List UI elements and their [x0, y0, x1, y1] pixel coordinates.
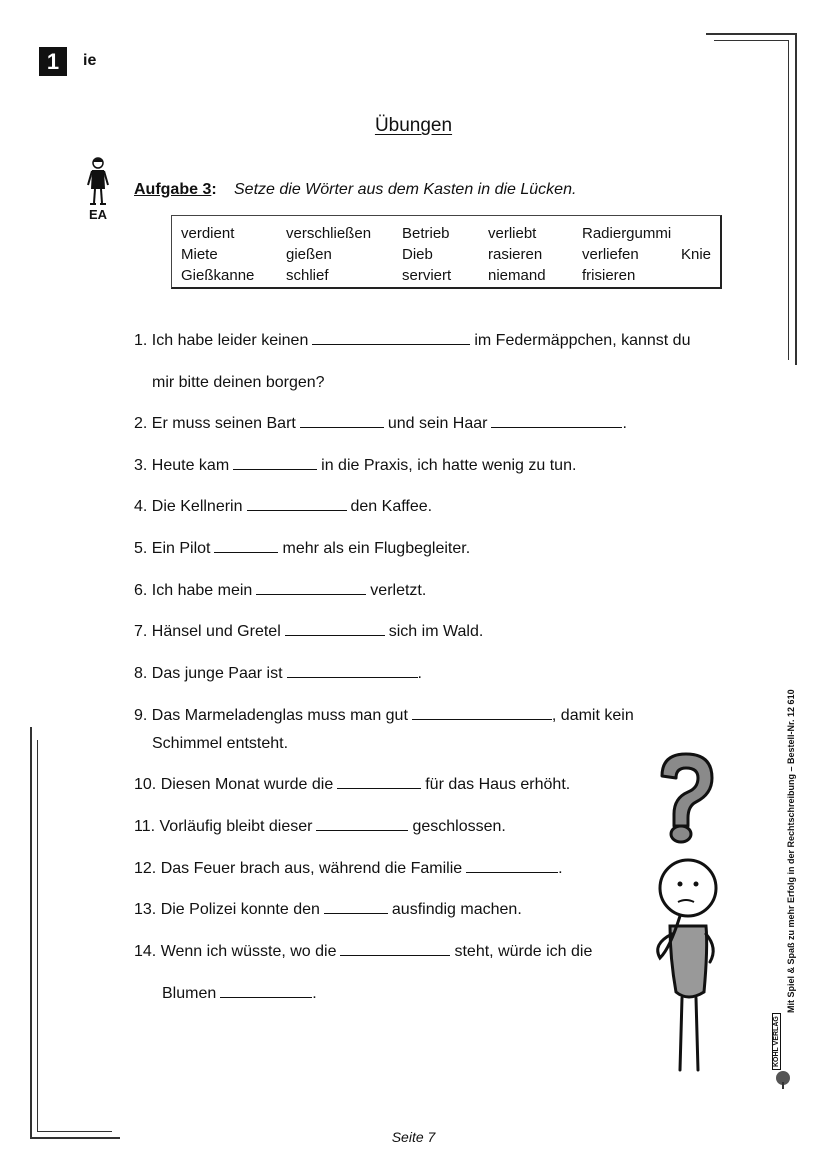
publisher-logo-text: KOHL VERLAG [772, 1013, 781, 1070]
exercise-text: Schimmel entsteht. [152, 735, 289, 752]
exercise-9-cont [152, 735, 288, 753]
word-item: schlief [286, 267, 329, 284]
exercise-text: und sein Haar [387, 415, 488, 432]
answer-gap[interactable] [312, 343, 470, 345]
question-mark-icon [662, 754, 712, 842]
answer-gap[interactable] [214, 551, 278, 553]
word-item: Betrieb [402, 225, 450, 242]
answer-gap[interactable] [287, 676, 418, 678]
exercise-6 [134, 582, 426, 600]
exercise-text: 1. Ich habe leider keinen [134, 332, 309, 349]
exercise-11 [134, 818, 506, 836]
word-box [171, 215, 722, 289]
exercise-text: mehr als ein Flugbegleiter. [282, 540, 471, 557]
frame-top-right-h2 [714, 40, 789, 41]
word-item: verschließen [286, 225, 372, 242]
exercise-2 [134, 415, 627, 433]
answer-gap[interactable] [247, 509, 347, 511]
exercise-1-cont [152, 374, 325, 392]
exercise-14-cont [162, 985, 317, 1003]
answer-gap[interactable] [220, 996, 312, 998]
exercise-text: 5. Ein Pilot [134, 540, 211, 557]
single-work-person-icon [86, 157, 110, 207]
answer-gap[interactable] [285, 634, 385, 636]
exercise-14 [134, 943, 592, 961]
task-label [134, 181, 217, 199]
exercise-text: mir bitte deinen borgen? [152, 374, 325, 391]
task-label-colon: : [211, 181, 217, 198]
answer-gap[interactable] [233, 468, 317, 470]
chapter-number-badge: 1 [39, 47, 67, 76]
frame-left-v [30, 727, 32, 1139]
word-item: Radiergummi [582, 225, 672, 242]
exercise-text: geschlossen. [412, 818, 506, 835]
word-item: niemand [488, 267, 546, 284]
thinking-figure-illustration [640, 748, 730, 1078]
exercise-text: 4. Die Kellnerin [134, 498, 243, 515]
frame-right-v2 [788, 40, 789, 360]
frame-left-v2 [37, 740, 38, 1132]
frame-right-v [795, 33, 797, 365]
exercise-text: . [558, 860, 563, 877]
exercise-9 [134, 707, 634, 725]
task-label-text: Aufgabe 3 [134, 181, 212, 198]
exercise-text: 9. Das Marmeladenglas muss man gut [134, 707, 408, 724]
exercise-5 [134, 540, 470, 558]
frame-top-right-h [706, 33, 796, 35]
answer-gap[interactable] [340, 954, 450, 956]
exercise-text: 13. Die Polizei konnte den [134, 901, 320, 918]
exercise-text: sich im Wald. [388, 623, 484, 640]
exercise-4 [134, 498, 432, 516]
tree-logo-icon [772, 1070, 794, 1090]
exercise-text: 12. Das Feuer brach aus, während die Familie [134, 860, 463, 877]
word-item: Gießkanne [181, 267, 255, 284]
word-item: verdient [181, 225, 235, 242]
exercise-text: . [622, 415, 627, 432]
answer-gap[interactable] [324, 912, 388, 914]
word-item: frisieren [582, 267, 636, 284]
exercise-text: 8. Das junge Paar ist [134, 665, 283, 682]
exercise-text: , damit kein [551, 707, 634, 724]
answer-gap[interactable] [337, 787, 421, 789]
word-item: Dieb [402, 246, 433, 263]
exercise-text: 11. Vorläufig bleibt dieser [134, 818, 313, 835]
chapter-label: ie [83, 52, 97, 69]
exercise-text: steht, würde ich die [454, 943, 593, 960]
answer-gap[interactable] [491, 426, 622, 428]
exercise-text: 14. Wenn ich wüsste, wo die [134, 943, 337, 960]
word-item: gießen [286, 246, 332, 263]
exercise-text: 7. Hänsel und Gretel [134, 623, 281, 640]
publisher-logo [772, 1016, 796, 1090]
exercise-text: für das Haus erhöht. [425, 776, 571, 793]
exercise-text: in die Praxis, ich hatte wenig zu tun. [321, 457, 577, 474]
word-item: rasieren [488, 246, 543, 263]
exercise-13 [134, 901, 522, 919]
exercise-text: . [312, 985, 317, 1002]
exercise-text: ausfindig machen. [391, 901, 522, 918]
exercise-10 [134, 776, 570, 794]
task-instruction: Setze die Wörter aus dem Kasten in die Lücken. [234, 181, 577, 198]
exercise-7 [134, 623, 483, 641]
ea-label: EA [88, 207, 108, 222]
exercise-3 [134, 457, 576, 475]
answer-gap[interactable] [412, 718, 552, 720]
publisher-side-text: Mit Spiel & Spaß zu mehr Erfolg in der Rechtschreibung – Bestell-Nr. 12 610 [786, 689, 796, 1013]
exercise-text: 10. Diesen Monat wurde die [134, 776, 334, 793]
exercise-text: 6. Ich habe mein [134, 582, 253, 599]
page-number: Seite 7 [391, 1129, 436, 1145]
exercise-text: im Federmäppchen, kannst du [474, 332, 691, 349]
exercise-12 [134, 860, 563, 878]
exercise-text: Blumen [162, 985, 217, 1002]
answer-gap[interactable] [316, 829, 408, 831]
exercise-text: . [417, 665, 422, 682]
answer-gap[interactable] [256, 593, 366, 595]
exercise-text: 3. Heute kam [134, 457, 230, 474]
answer-gap[interactable] [300, 426, 384, 428]
word-item: Knie [681, 246, 712, 263]
word-item: verliebt [488, 225, 537, 242]
exercise-8 [134, 665, 422, 683]
answer-gap[interactable] [466, 871, 558, 873]
word-item: Miete [181, 246, 218, 263]
exercise-1 [134, 332, 690, 350]
page-title: Übungen [374, 115, 453, 136]
word-item: verliefen [582, 246, 639, 263]
word-item: serviert [402, 267, 452, 284]
exercise-text: verletzt. [370, 582, 427, 599]
exercise-text: den Kaffee. [350, 498, 433, 515]
exercise-text: 2. Er muss seinen Bart [134, 415, 296, 432]
